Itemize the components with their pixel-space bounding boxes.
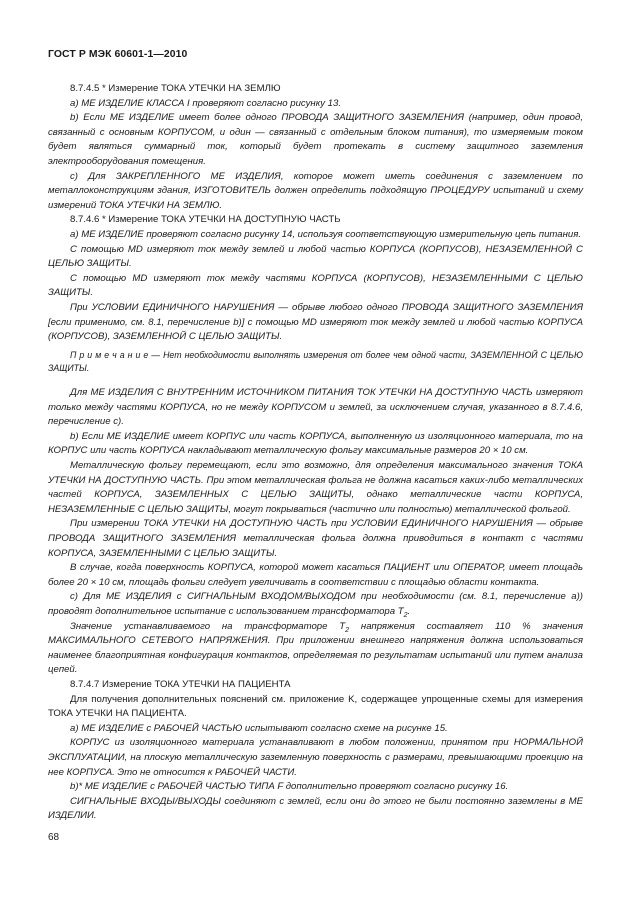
paragraph-text: Металлическую фольгу перемещают, если это возможно, для определения максимального значения ТОКА УТЕЧКИ НА ДОСТУПНУЮ ЧАСТЬ. При этом металлическая фольга не должна касаться каких-либо металлических частей КОРПУСА, ЗАЗЕМЛЕННЫХ С ЦЕЛЬЮ ЗАЩИТЫ, однако металлические части КОРПУСА, НЕЗАЗЕМЛЕННЫЕ С ЦЕЛЬЮ ЗАЩИТЫ, могут покрываться (частично или полностью) металлической фольгой. — [48, 460, 583, 515]
body-paragraph — [48, 243, 583, 272]
paragraph-text: Для получения дополнительных пояснений см. приложение K, содержащее упрощенные схемы для измерения ТОКА УТЕЧКИ НА ПАЦИЕНТА. — [48, 693, 583, 720]
paragraph-text: СИГНАЛЬНЫЕ ВХОДЫ/ВЫХОДЫ соединяют с землей, если они до этого не были постоянно заземлены в МЕ ИЗДЕЛИИ. — [48, 795, 583, 822]
paragraph-text: b) Если МЕ ИЗДЕЛИЕ имеет более одного ПРОВОДА ЗАЩИТНОГО ЗАЗЕМЛЕНИЯ (например, один провод, связанный с основным КОРПУСОМ, и один — связанный с отдельным блоком питания), то измеряемым током будет являться суммарный ток, который будет протекать в систему защитного заземления электрооборудования помещения. — [48, 112, 583, 167]
subscript: 2 — [345, 626, 350, 634]
paragraph-text: В случае, когда поверхность КОРПУСА, которой может касаться ПАЦИЕНТ или ОПЕРАТОР, имеет площадь более 20 × 10 см, площадь фольги следует увеличивать в соответствии с площадью области контакта. — [48, 562, 583, 588]
paragraph-text: Для МЕ ИЗДЕЛИЯ С ВНУТРЕННИМ ИСТОЧНИКОМ ПИТАНИЯ ТОК УТЕЧКИ НА ДОСТУПНУЮ ЧАСТЬ измеряют только между частями КОРПУСА, но не между КОРПУСОМ и землей, за исключением случая, указанного в 8.7.4.6, перечисление c). — [48, 387, 583, 428]
body-paragraph — [48, 517, 583, 561]
body-paragraph — [48, 430, 583, 459]
document-body — [48, 82, 583, 824]
body-paragraph — [48, 620, 583, 678]
subscript: 2 — [403, 611, 408, 619]
body-paragraph — [48, 301, 583, 345]
body-paragraph — [48, 386, 583, 430]
section-heading — [48, 693, 583, 722]
paragraph-text: КОРПУС из изоляционного материала устанавливают в любом положении, принятом при НОРМАЛЬНОЙ ЭКСПЛУАТАЦИИ, на плоскую металлическую заземленную поверхность с размерами, превышающими проекцию на нее КОРПУСА. Это не относится к РАБОЧЕЙ ЧАСТИ. — [48, 737, 583, 778]
body-paragraph — [48, 590, 583, 619]
paragraph-text: b) Если МЕ ИЗДЕЛИЕ имеет КОРПУС или часть КОРПУСА, выполненную из изоляционного материала, то на КОРПУС или часть КОРПУСА накладывают металлическую фольгу максимальные размеров 20 × 10 см. — [48, 430, 583, 457]
paragraph-text: При УСЛОВИИ ЕДИНИЧНОГО НАРУШЕНИЯ — обрыве любого одного ПРОВОДА ЗАЩИТНОГО ЗАЗЕМЛЕНИЯ [если применимо, см. 8.1, перечисление b)] с помощью MD измеряют ток между землей и любой частью КОРПУСА (КОРПУСОВ), ЗАЗЕМЛЕННОЙ С ЦЕЛЬЮ ЗАЩИТЫ. — [48, 301, 583, 343]
body-paragraph — [48, 111, 583, 169]
paragraph-text: При измерении ТОКА УТЕЧКИ НА ДОСТУПНУЮ ЧАСТЬ при УСЛОВИИ ЕДИНИЧНОГО НАРУШЕНИЯ — обрыве ПРОВОДА ЗАЩИТНОГО ЗАЗЕМЛЕНИЯ металлическая фольга должна приводиться в контакт с частями КОРПУСА, ЗАЗЕМЛЕННЫМИ С ЦЕЛЬЮ ЗАЩИТЫ. — [48, 518, 583, 559]
body-paragraph — [48, 722, 583, 737]
body-paragraph — [48, 170, 583, 214]
paragraph-text: a) МЕ ИЗДЕЛИЕ с РАБОЧЕЙ ЧАСТЬЮ испытывают согласно схеме на рисунке 15. — [70, 722, 448, 734]
page-header: ГОСТ Р МЭК 60601-1—2010 — [48, 49, 188, 60]
paragraph-text: Значение устанавливаемого на трансформаторе Т — [70, 620, 346, 632]
section-heading — [48, 82, 583, 97]
body-paragraph — [48, 736, 583, 780]
body-paragraph — [48, 561, 583, 590]
body-paragraph — [48, 459, 583, 517]
body-paragraph — [48, 780, 583, 795]
body-paragraph — [48, 228, 583, 243]
paragraph-text-tail: . — [407, 606, 411, 617]
paragraph-text: c) Для ЗАКРЕПЛЕННОГО МЕ ИЗДЕЛИЯ, которое может иметь соединения с заземлением по металлоконструкциям здания, ИЗГОТОВИТЕЛЬ должен определить подходящую ПРОЦЕДУРУ испытаний и схему измерений ТОКА УТЕЧКИ НА ЗЕМЛЮ. — [48, 170, 583, 211]
paragraph-text: b)* МЕ ИЗДЕЛИЕ с РАБОЧЕЙ ЧАСТЬЮ ТИПА F дополнительно проверяют согласно рисунку 16. — [70, 781, 509, 793]
note-paragraph — [48, 349, 583, 375]
paragraph-text: c) Для МЕ ИЗДЕЛИЯ с СИГНАЛЬНЫМ ВХОДОМ/ВЫХОДОМ при необходимости (см. 8.1, перечисление a)) проводят дополнительное испытание с использованием трансформатора Т — [48, 591, 583, 617]
paragraph-text: 8.7.4.5 * Измерение ТОКА УТЕЧКИ НА ЗЕМЛЮ — [70, 83, 281, 94]
section-heading — [48, 678, 583, 693]
paragraph-text: П р и м е ч а н и е — Нет необходимости выполнять измерения от более чем одной части, ЗАЗЕМЛЕННОЙ С ЦЕЛЬЮ ЗАЩИТЫ. — [48, 349, 583, 373]
body-paragraph — [48, 97, 583, 112]
paragraph-text: a) МЕ ИЗДЕЛИЕ КЛАССА I проверяют согласно рисунку 13. — [70, 97, 342, 109]
paragraph-text: С помощью MD измеряют ток между землей и любой частью КОРПУСА (КОРПУСОВ), НЕЗАЗЕМЛЕННОЙ С ЦЕЛЬЮ ЗАЩИТЫ. — [48, 243, 583, 270]
body-paragraph — [48, 272, 583, 301]
body-paragraph — [48, 795, 583, 824]
page-number: 68 — [48, 832, 60, 843]
paragraph-text: 8.7.4.7 Измерение ТОКА УТЕЧКИ НА ПАЦИЕНТА — [70, 678, 291, 690]
paragraph-text-tail: напряжения составляет 110 % значения МАКСИМАЛЬНОГО СЕТЕВОГО НАПРЯЖЕНИЯ. При приложении внешнего напряжения должна использоваться наименее благоприятная конфигурация контактов, определяемая по результатам испытаний или путем анализа цепей. — [48, 620, 583, 676]
paragraph-text: a) МЕ ИЗДЕЛИЕ проверяют согласно рисунку 14, используя соответствующую измерительную цепь питания. — [70, 228, 582, 240]
paragraph-text: 8.7.4.6 * Измерение ТОКА УТЕЧКИ НА ДОСТУПНУЮ ЧАСТЬ — [70, 214, 341, 226]
section-heading — [48, 213, 583, 228]
paragraph-text: С помощью MD измеряют ток между частями КОРПУСА (КОРПУСОВ), НЕЗАЗЕМЛЕННЫМИ С ЦЕЛЬЮ ЗАЩИТЫ. — [48, 272, 583, 299]
